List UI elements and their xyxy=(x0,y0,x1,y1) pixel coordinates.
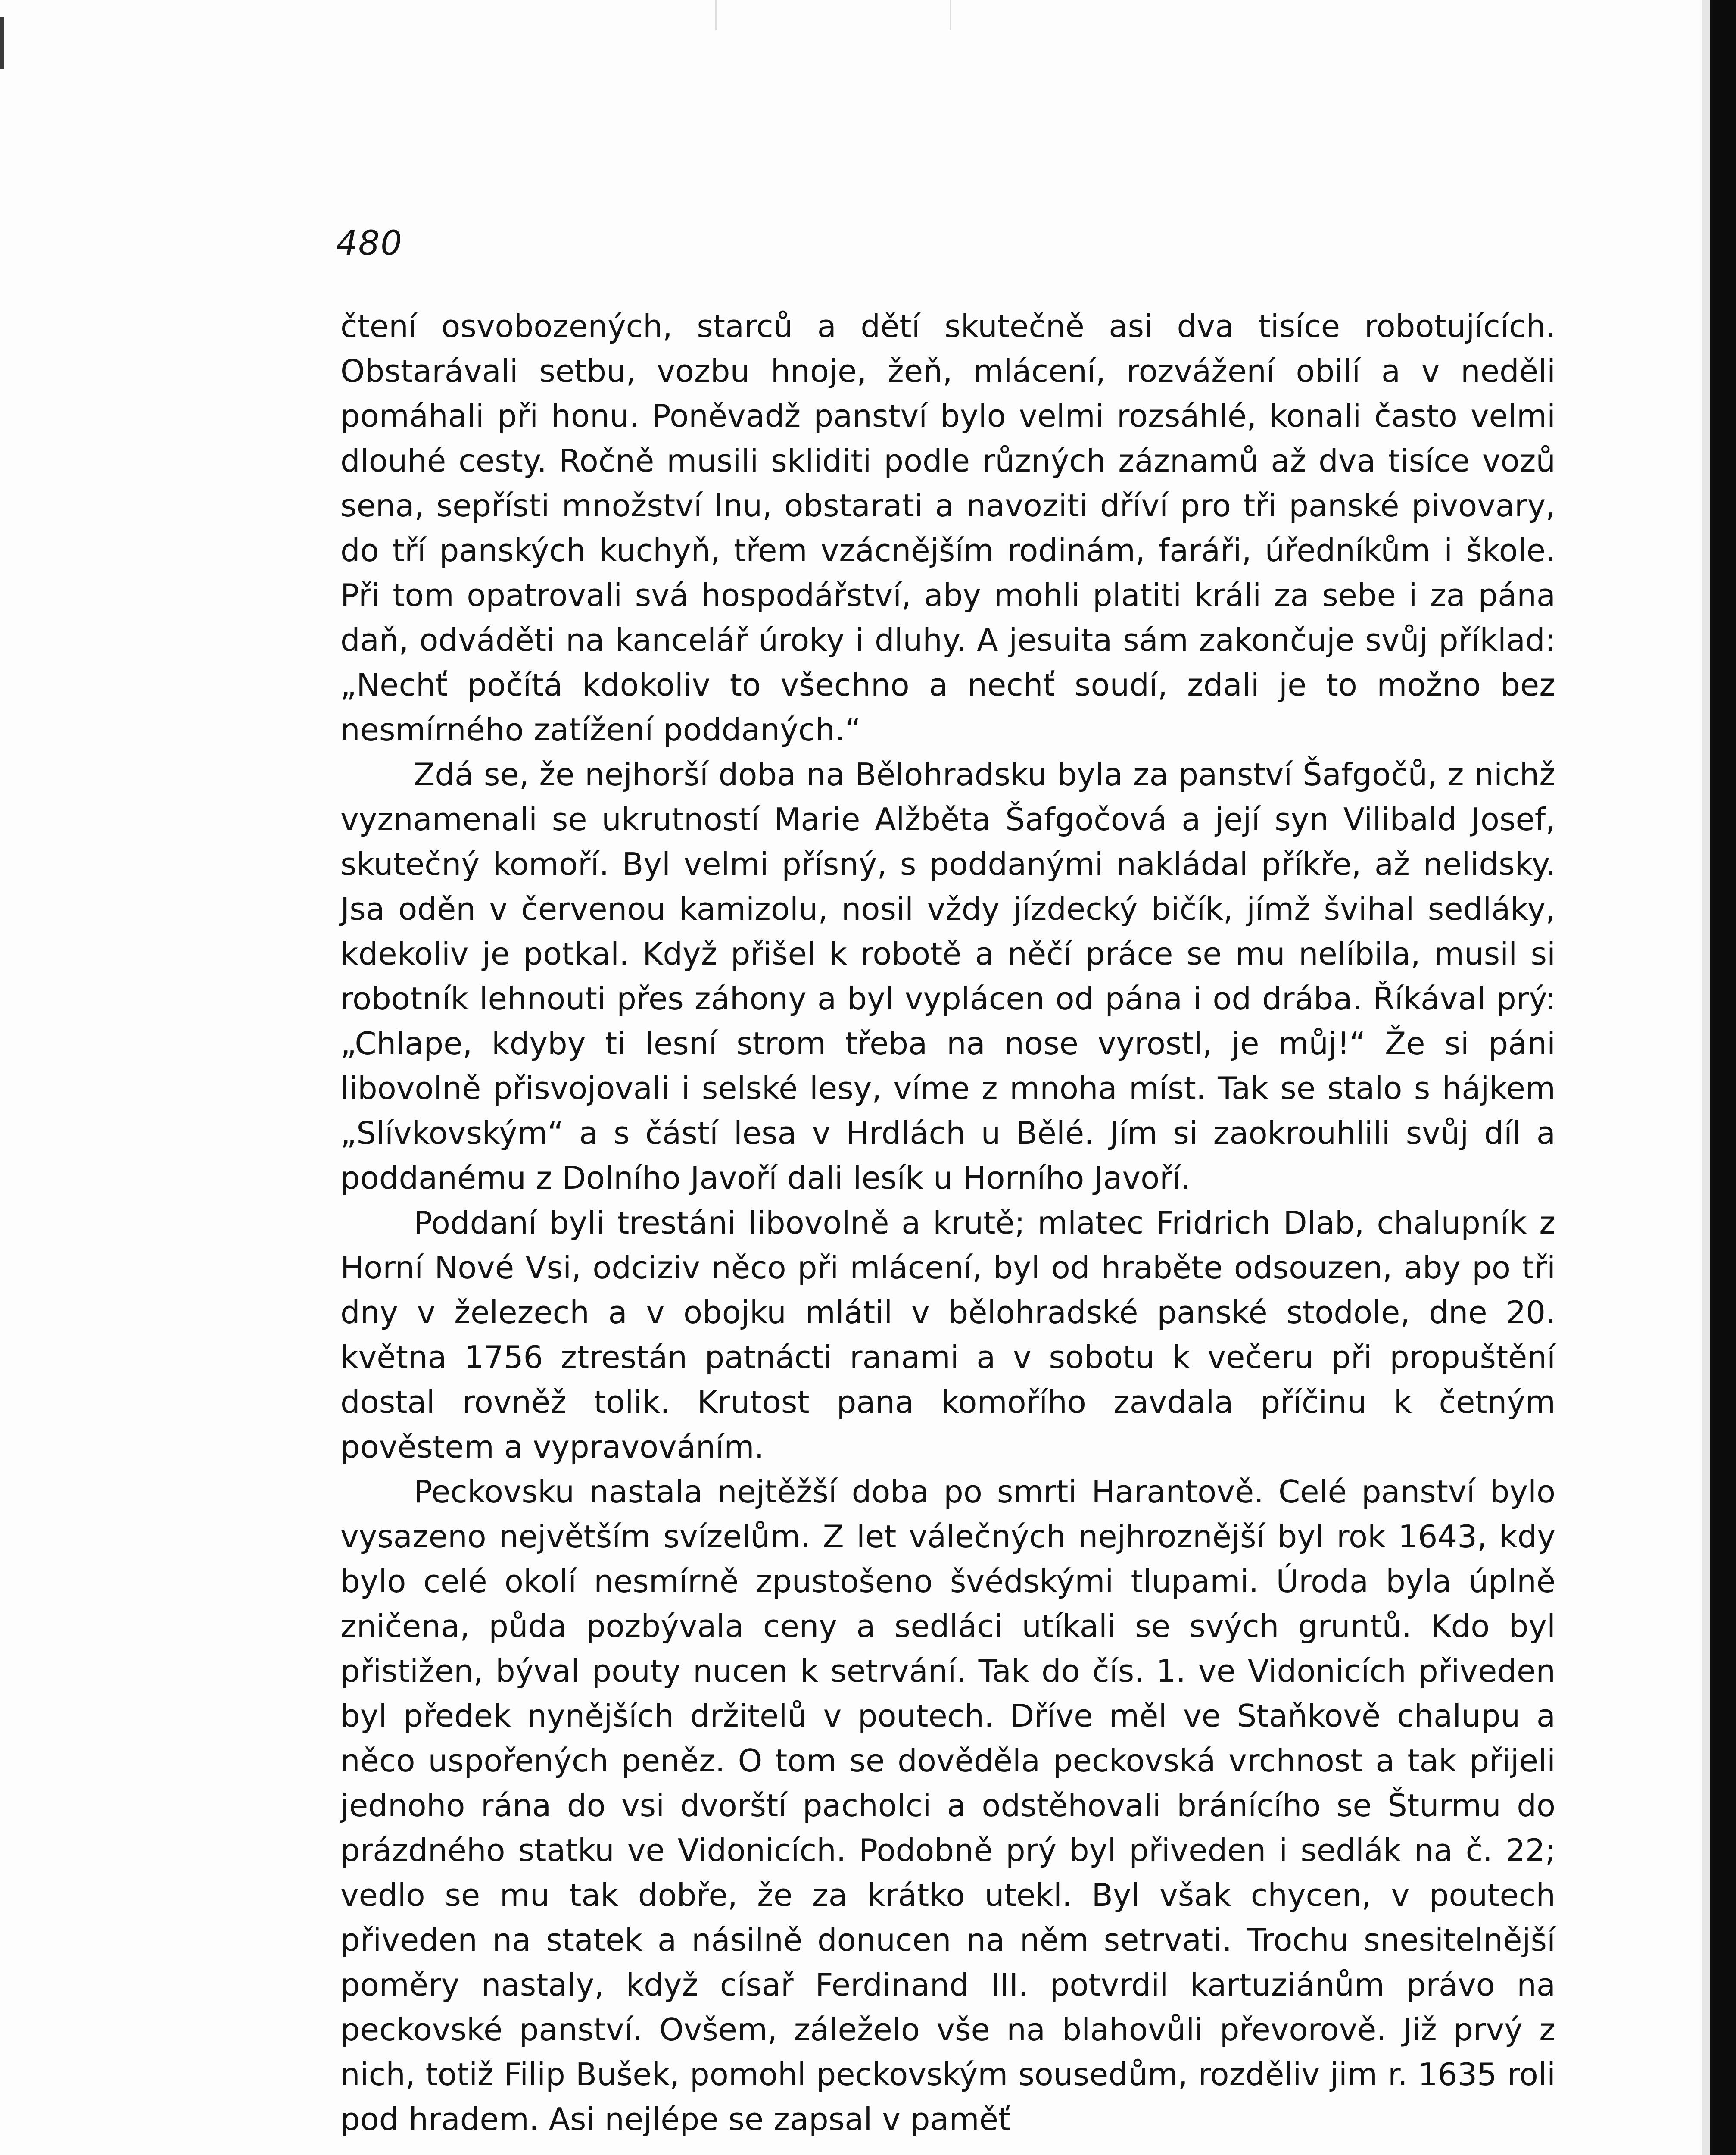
scan-artifact-mark xyxy=(0,17,4,69)
scan-border xyxy=(1710,0,1736,2155)
paragraph-safgoc: Zdá se, že nejhorší doba na Bělohradsku byla za panství Šafgočů, z nichž vyznamenali se ukrutností Marie Alžběta Šafgočová a její syn Vilibald Josef, skutečný komoří. Byl velmi přísný, s poddanými nakládal příkře, až nelidsky. Jsa oděn v červenou kamizolu, nosil vždy jízdecký bičík, jímž švihal sedláky, kdekoliv je potkal. Když přišel k robotě a něčí práce se mu nelíbila, musil si robotník lehnouti přes záhony a byl vyplácen od pána i od drába. Říkával prý: „Chlape, kdyby ti lesní strom třeba na nose vyrostl, je můj!“ Že si páni libovolně přisvojovali i selské lesy, víme z mnoha míst. Tak se stalo s hájkem „Slívkovským“ a s částí lesa v Hrdlách u Bělé. Jím si zaokrouhlili svůj díl a poddanému z Dolního Javoří dali lesík u Horního Javoří. xyxy=(340,756,1555,1196)
paragraph-continuation: čtení osvobozených, starců a dětí skutečně asi dva tisíce robotujících. Obstarávali setbu, vozbu hnoje, žeň, mlácení, rozvážení obilí a v neděli pomáhali při honu. Poněvadž panství bylo velmi rozsáhlé, konali často velmi dlouhé cesty. Ročně musili skliditi podle různých záznamů až dva tisíce vozů sena, sepřísti množství lnu, obstarati a navoziti dříví pro tři panské pivovary, do tří panských kuchyň, třem vzácnějším rodinám, faráři, úředníkům i škole. Při tom opatrovali svá hospodářství, aby mohli platiti králi za sebe i za pána daň, odváděti na kancelář úroky i dluhy. A jesuita sám zakončuje svůj příklad: „Nechť počítá kdokoliv to všechno a nechť soudí, zdali je to možno bez nesmírného zatížení poddaných.“ xyxy=(340,308,1555,748)
paragraph-punishments: Poddaní byli trestáni libovolně a krutě; mlatec Fridrich Dlab, chalupník z Horní Nové Vsi, odciziv něco při mlácení, byl od hraběte odsouzen, aby po tři dny v železech a v obojku mlátil v bělohradské panské stodole, dne 20. května 1756 ztrestán patnácti ranami a v sobotu k večeru při propuštění dostal rovněž tolik. Krutost pana komořího zavdala příčinu k četným pověstem a vypravováním. xyxy=(340,1205,1555,1465)
body-text xyxy=(340,304,1555,2142)
bleed-through-shadow xyxy=(715,0,951,30)
page-edge-gap xyxy=(1702,0,1710,2155)
page-number: 480 xyxy=(336,224,403,263)
paragraph-peckovsko: Peckovsku nastala nejtěžší doba po smrti Harantově. Celé panství bylo vysazeno největším svízelům. Z let válečných nejhroznější byl rok 1643, kdy bylo celé okolí nesmírně zpustošeno švédskými tlupami. Úroda byla úplně zničena, půda pozbývala ceny a sedláci utíkali se svých gruntů. Kdo byl přistižen, býval pouty nucen k setrvání. Tak do čís. 1. ve Vidonicích přiveden byl předek nynějších držitelů v poutech. Dříve měl ve Staňkově chalupu a něco uspořených peněz. O tom se dověděla peckovská vrchnost a tak přijeli jednoho rána do vsi dvorští pacholci a odstěhovali bránícího se Šturmu do prázdného statku ve Vidonicích. Podobně prý byl přiveden i sedlák na č. 22; vedlo se mu tak dobře, že za krátko utekl. Byl však chycen, v poutech přiveden na statek a násilně donucen na něm setrvati. Trochu snesitelnější poměry nastaly, když císař Ferdinand III. potvrdil kartuziánům právo na peckovské panství. Ovšem, záleželo vše na blahovůli převorově. Již prvý z nich, totiž Filip Bušek, pomohl peckovským sousedům, rozděliv jim r. 1635 roli pod hradem. Asi nejlépe se zapsal v paměť xyxy=(340,1474,1555,2137)
